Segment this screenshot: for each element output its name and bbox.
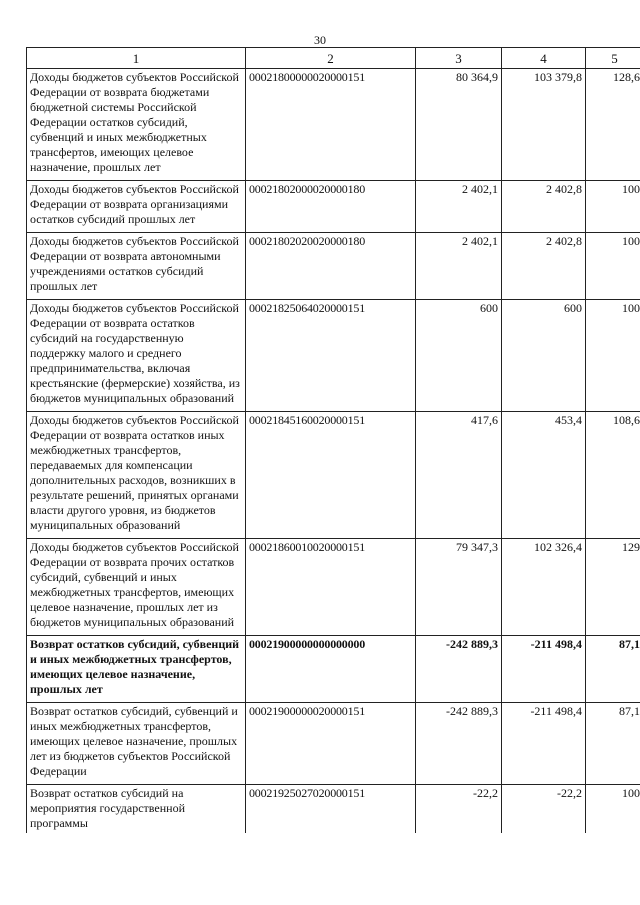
row-code: 00021845160020000151	[246, 412, 416, 539]
row-percent: 100	[586, 233, 640, 300]
row-code: 00021802020020000180	[246, 233, 416, 300]
row-code: 00021825064020000151	[246, 300, 416, 412]
row-plan: 417,6	[416, 412, 502, 539]
row-percent: 87,1	[586, 703, 640, 785]
page-number: 30	[314, 33, 326, 47]
row-code: 00021925027020000151	[246, 785, 416, 834]
header-row	[27, 48, 640, 69]
row-code: 00021900000000000000	[246, 636, 416, 703]
row-plan: -22,2	[416, 785, 502, 834]
row-name: Доходы бюджетов субъектов Российской Федерации от возврата бюджетами бюджетной системы Российской Федерации остатков субсидий, субвенций и иных межбюджетных трансфертов, имеющих целевое назначение, прошлых лет	[27, 69, 246, 181]
row-percent: 128,6	[586, 69, 640, 181]
table-row	[27, 181, 640, 233]
header-col-4: 4	[502, 48, 586, 69]
row-code: 00021802000020000180	[246, 181, 416, 233]
row-percent: 129	[586, 539, 640, 636]
row-percent: 108,6	[586, 412, 640, 539]
table-row	[27, 233, 640, 300]
header-col-2: 2	[246, 48, 416, 69]
header-col-5: 5	[586, 48, 640, 69]
row-plan: 80 364,9	[416, 69, 502, 181]
table-row	[27, 69, 640, 181]
table-row	[27, 785, 640, 834]
header-col-3: 3	[416, 48, 502, 69]
row-actual: 103 379,8	[502, 69, 586, 181]
row-plan: 2 402,1	[416, 181, 502, 233]
table-row	[27, 300, 640, 412]
row-actual: -22,2	[502, 785, 586, 834]
row-name: Возврат остатков субсидий, субвенций и иных межбюджетных трансфертов, имеющих целевое назначение, прошлых лет из бюджетов субъектов Российской Федерации	[27, 703, 246, 785]
row-actual: -211 498,4	[502, 703, 586, 785]
row-percent: 87,1	[586, 636, 640, 703]
row-percent: 100	[586, 300, 640, 412]
row-code: 00021800000020000151	[246, 69, 416, 181]
row-actual: 2 402,8	[502, 181, 586, 233]
row-plan: -242 889,3	[416, 636, 502, 703]
table-row	[27, 412, 640, 539]
row-actual: 453,4	[502, 412, 586, 539]
row-name: Доходы бюджетов субъектов Российской Федерации от возврата автономными учреждениями остатков субсидий прошлых лет	[27, 233, 246, 300]
row-name: Доходы бюджетов субъектов Российской Федерации от возврата остатков иных межбюджетных трансфертов, передаваемых для компенсации дополнительных расходов, возникших в результате решений, принятых органами власти другого уровня, из бюджетов муниципальных образований	[27, 412, 246, 539]
row-name: Возврат остатков субсидий на мероприятия государственной программы	[27, 785, 246, 834]
budget-table	[26, 47, 640, 833]
table-row	[27, 539, 640, 636]
row-name: Доходы бюджетов субъектов Российской Федерации от возврата организациями остатков субсидий прошлых лет	[27, 181, 246, 233]
row-actual: 2 402,8	[502, 233, 586, 300]
row-code: 00021900000020000151	[246, 703, 416, 785]
row-percent: 100	[586, 785, 640, 834]
table-row	[27, 703, 640, 785]
row-plan: 2 402,1	[416, 233, 502, 300]
row-actual: 600	[502, 300, 586, 412]
row-actual: 102 326,4	[502, 539, 586, 636]
row-plan: 600	[416, 300, 502, 412]
row-name: Возврат остатков субсидий, субвенций и иных межбюджетных трансфертов, имеющих целевое назначение, прошлых лет	[27, 636, 246, 703]
row-code: 00021860010020000151	[246, 539, 416, 636]
table-row-total	[27, 636, 640, 703]
row-percent: 100	[586, 181, 640, 233]
header-col-1: 1	[27, 48, 246, 69]
row-plan: 79 347,3	[416, 539, 502, 636]
row-name: Доходы бюджетов субъектов Российской Федерации от возврата прочих остатков субсидий, субвенций и иных межбюджетных трансфертов, имеющих целевое назначение, прошлых лет из бюджетов муниципальных образований	[27, 539, 246, 636]
row-name: Доходы бюджетов субъектов Российской Федерации от возврата остатков субсидий на государственную поддержку малого и среднего предпринимательства, включая крестьянские (фермерские) хозяйства, из бюджетов муниципальных образований	[27, 300, 246, 412]
row-actual: -211 498,4	[502, 636, 586, 703]
row-plan: -242 889,3	[416, 703, 502, 785]
